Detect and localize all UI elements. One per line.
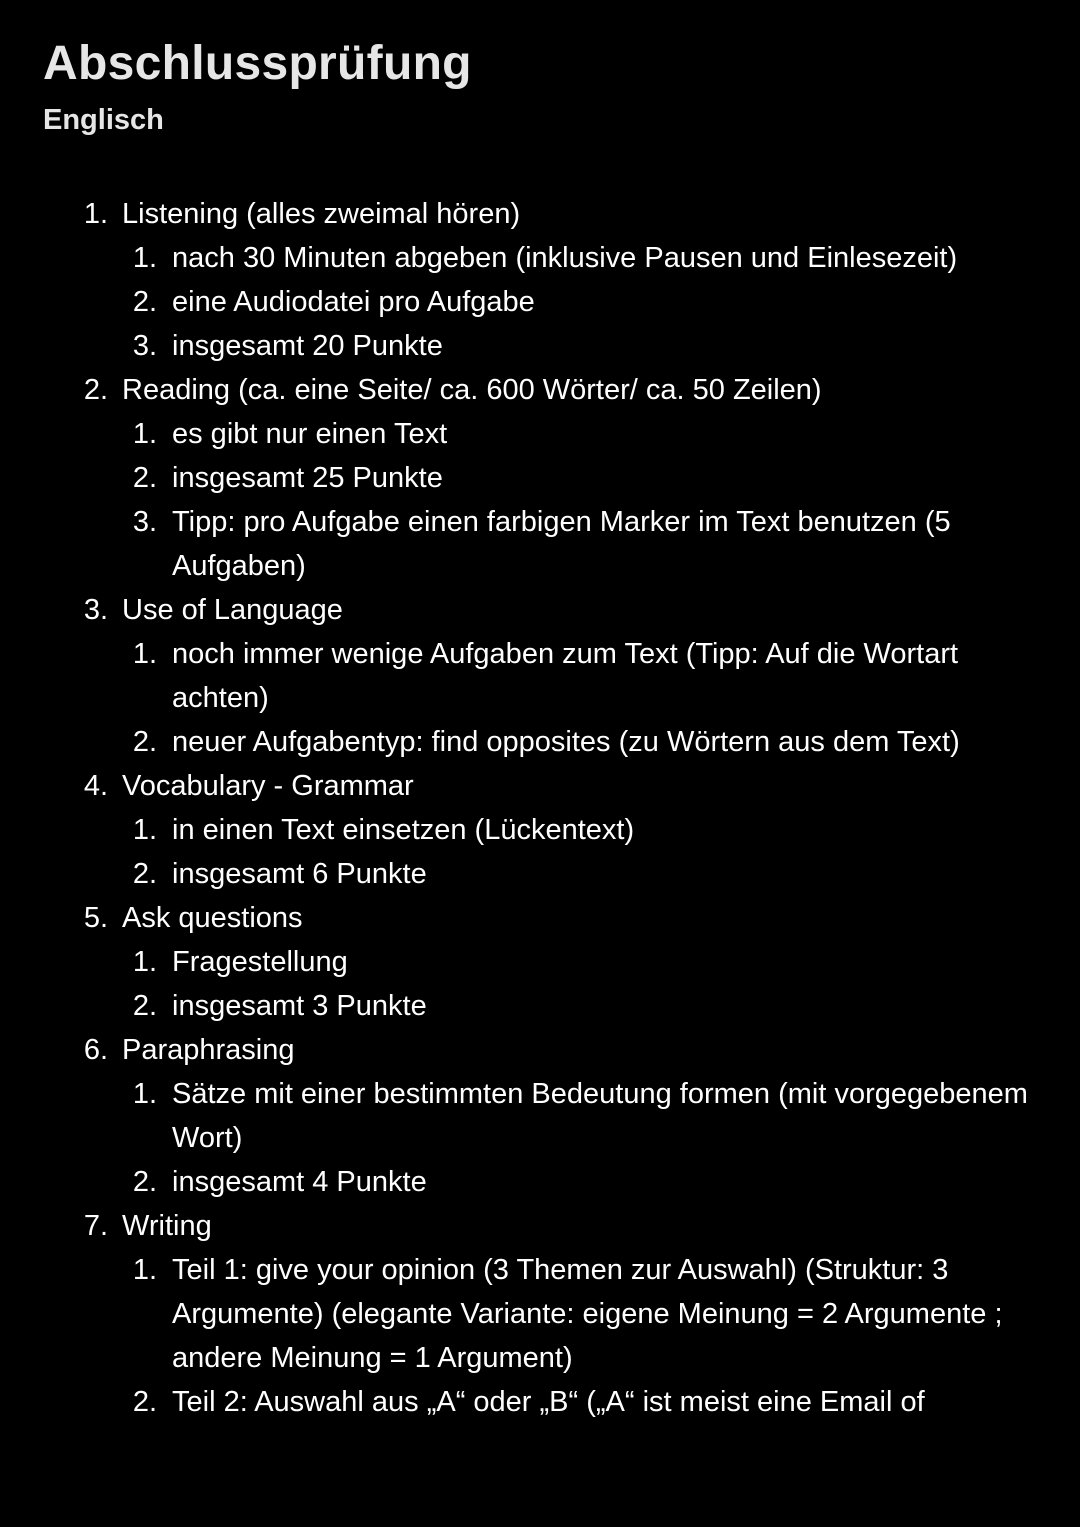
outline-section xyxy=(43,192,1040,236)
outline-subitem xyxy=(43,236,1040,280)
section-number: 4. xyxy=(83,770,108,802)
subitem-text: Teil 2: Auswahl aus „A“ oder „B“ („A“ ist meist eine Email of xyxy=(172,1386,925,1418)
subitem-text: nach 30 Minuten abgeben (inklusive Pausen und Einlesezeit) xyxy=(172,242,958,274)
subitem-number: 1. xyxy=(132,814,157,846)
section-heading: Ask questions xyxy=(122,902,303,934)
outline-subitem xyxy=(43,500,1040,588)
page-subtitle: Englisch xyxy=(43,104,164,136)
outline-subitem xyxy=(43,984,1040,1028)
section-number: 5. xyxy=(83,902,108,934)
subitem-number: 1. xyxy=(132,638,157,670)
section-number: 3. xyxy=(83,594,108,626)
outline-subitem xyxy=(43,280,1040,324)
subitem-number: 3. xyxy=(132,506,157,538)
section-heading: Listening (alles zweimal hören) xyxy=(122,198,521,230)
outline-subitem xyxy=(43,1072,1040,1160)
outline-subitem xyxy=(43,324,1040,368)
outline-subitem xyxy=(43,412,1040,456)
subitem-number: 1. xyxy=(132,418,157,450)
outline-subitem xyxy=(43,720,1040,764)
subitem-number: 2. xyxy=(132,286,157,318)
subitem-text: es gibt nur einen Text xyxy=(172,418,448,450)
subitem-text: eine Audiodatei pro Aufgabe xyxy=(172,286,535,318)
subitem-number: 2. xyxy=(132,1166,157,1198)
outline-subitem xyxy=(43,1380,1040,1424)
outline-subitem xyxy=(43,632,1040,720)
subitem-number: 3. xyxy=(132,330,157,362)
outline-section xyxy=(43,588,1040,632)
section-number: 2. xyxy=(83,374,108,406)
subitem-text: neuer Aufgabentyp: find opposites (zu Wörtern aus dem Text) xyxy=(172,726,960,758)
outline-subitem xyxy=(43,940,1040,984)
subitem-text: noch immer wenige Aufgaben zum Text (Tipp: Auf die Wortart achten) xyxy=(172,638,959,714)
section-heading: Writing xyxy=(122,1210,212,1242)
section-number: 1. xyxy=(83,198,108,230)
subitem-text: insgesamt 3 Punkte xyxy=(172,990,427,1022)
subitem-text: Teil 1: give your opinion (3 Themen zur Auswahl) (Struktur: 3 Argumente) (elegante Variante: eigene Meinung = 2 Argumente ; andere Meinung = 1 Argument) xyxy=(172,1254,1003,1374)
section-heading: Paraphrasing xyxy=(122,1034,295,1066)
section-heading: Use of Language xyxy=(122,594,343,626)
subitem-number: 1. xyxy=(132,1254,157,1286)
outline-section xyxy=(43,368,1040,412)
outline-subitem xyxy=(43,808,1040,852)
subitem-text: insgesamt 4 Punkte xyxy=(172,1166,427,1198)
subitem-text: Fragestellung xyxy=(172,946,348,978)
outline-subitem xyxy=(43,1248,1040,1380)
subitem-number: 2. xyxy=(132,990,157,1022)
subitem-text: Sätze mit einer bestimmten Bedeutung formen (mit vorgegebenem Wort) xyxy=(172,1078,1028,1154)
outline-section xyxy=(43,1204,1040,1248)
section-number: 7. xyxy=(83,1210,108,1242)
subitem-number: 2. xyxy=(132,462,157,494)
outline-section xyxy=(43,764,1040,808)
subitem-text: insgesamt 20 Punkte xyxy=(172,330,443,362)
outline-subitem xyxy=(43,456,1040,500)
subitem-number: 2. xyxy=(132,1386,157,1418)
subitem-number: 2. xyxy=(132,858,157,890)
subitem-text: in einen Text einsetzen (Lückentext) xyxy=(172,814,635,846)
subitem-number: 1. xyxy=(132,242,157,274)
outline-section xyxy=(43,1028,1040,1072)
subitem-number: 1. xyxy=(132,946,157,978)
section-number: 6. xyxy=(83,1034,108,1066)
subitem-number: 2. xyxy=(132,726,157,758)
outline-section xyxy=(43,896,1040,940)
section-heading: Vocabulary - Grammar xyxy=(122,770,414,802)
outline-subitem xyxy=(43,852,1040,896)
page-title: Abschlussprüfung xyxy=(43,37,472,90)
exam-outline xyxy=(43,192,1040,1424)
subitem-text: insgesamt 25 Punkte xyxy=(172,462,443,494)
section-heading: Reading (ca. eine Seite/ ca. 600 Wörter/ ca. 50 Zeilen) xyxy=(122,374,822,406)
subitem-text: Tipp: pro Aufgabe einen farbigen Marker im Text benutzen (5 Aufgaben) xyxy=(172,506,951,582)
subitem-text: insgesamt 6 Punkte xyxy=(172,858,427,890)
outline-subitem xyxy=(43,1160,1040,1204)
subitem-number: 1. xyxy=(132,1078,157,1110)
